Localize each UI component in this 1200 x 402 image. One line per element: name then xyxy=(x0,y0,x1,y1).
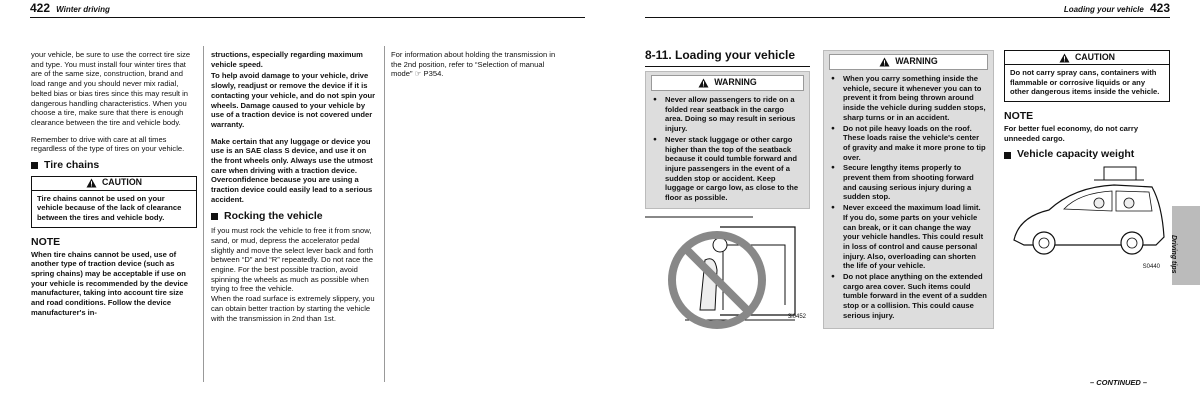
caution-box-header: CAUTION xyxy=(1005,51,1169,65)
left-page-number: 422 xyxy=(30,1,51,15)
section-title-rule xyxy=(645,66,810,67)
warning-box-header: WARNING xyxy=(651,75,804,91)
warning-1-item: ● Never allow passengers to ride on a folded rear seatback in the cargo area. Doing so may result in serious injury. xyxy=(653,95,803,134)
side-tab-label: Driving tips xyxy=(1170,235,1177,274)
right-header-rule xyxy=(645,17,1170,19)
warning-1-list xyxy=(646,95,809,208)
warning-box-header: WARNING xyxy=(829,54,988,70)
warning-triangle-icon xyxy=(698,78,709,88)
left-column-1 xyxy=(31,50,197,317)
right-column-1 xyxy=(645,46,810,335)
caution-box-text: Tire chains cannot be used on your vehicle because of the lack of clearance between the tires and vehicle body. xyxy=(37,193,182,223)
tire-chains-caution-box xyxy=(31,176,197,228)
warning-2-item: ● Do not place anything on the extended cargo area cover. Such items could tumble forward in the event of a sudden stop or a collision. This could cause serious injury. xyxy=(831,272,987,321)
section-square-icon xyxy=(211,213,218,220)
right-column-2 xyxy=(823,50,994,329)
manual-mode-paragraph: For information about holding the transmission in the 2nd position, refer to “Selection of manual mode” ☞ P354. xyxy=(391,50,556,79)
right-page-header xyxy=(645,1,1170,24)
section-square-icon xyxy=(1004,152,1011,159)
figure-1-code: 3i0452 xyxy=(787,314,806,321)
warning-1-item: ● Never stack luggage or other cargo higher than the top of the seatback because it could tumble forward and injure passengers in the event of a sudden stop or accident. Keep luggage or cargo low, as close to the floor as possible. xyxy=(653,135,803,203)
rocking-paragraph-2: When the road surface is extremely slippery, you can obtain better traction by starting the vehicle with the transmission in 2nd than 1st. xyxy=(211,294,375,323)
rocking-heading: Rocking the vehicle xyxy=(211,212,378,222)
drive-care-paragraph: Remember to drive with care at all times regardless of the type of tires on your vehicle. xyxy=(31,134,185,154)
warning-triangle-icon xyxy=(1059,53,1070,63)
spray-cans-caution-box xyxy=(1004,50,1170,102)
right-header-title: Loading your vehicle xyxy=(1063,5,1144,14)
caution-box-text: Do not carry spray cans, containers with flammable or corrosive liquids or any other dangerous items inside the vehicle. xyxy=(1010,68,1160,97)
warning-2-item: ● Never exceed the maximum load limit. If you do, some parts on your vehicle can break, or it can change the way your vehicle handles. This could result in loss of control and cause personal injury. Also, overloading can shorten the life of your vehicle. xyxy=(831,203,987,271)
avoid-damage-paragraph: To help avoid damage to your vehicle, drive slowly, readjust or remove the device if it is contacting your vehicle, and do not spin your wheels. Damage caused to your vehicle by use of a traction device is not covered under warranty. xyxy=(211,71,376,129)
note-heading: NOTE xyxy=(1004,110,1034,123)
section-square-icon xyxy=(31,162,38,169)
no-passenger-figure xyxy=(645,215,810,335)
note-text: For better fuel economy, do not carry unneeded cargo. xyxy=(1004,123,1139,143)
column-divider xyxy=(384,46,385,382)
tire-size-paragraph: your vehicle, be sure to use the correct tire size and type. You must install four winter tires that are of the same size, construction, brand and load range and you should never mix radial, belted bias or bias tires since this may result in dangerous handling characteristics. When you choose a tire, make sure that there is enough clearance between the tire and vehicle body. xyxy=(31,50,191,127)
note-heading: NOTE xyxy=(31,235,61,248)
warning-triangle-icon xyxy=(879,57,890,67)
figure-2-code: S0440 xyxy=(1142,264,1160,271)
section-title: 8-11. Loading your vehicle xyxy=(645,48,796,62)
sae-device-paragraph: Make certain that any luggage or device you use is an SAE class S device, and use it on the front wheels only. Always use the utmost care when driving with a traction device. Overconfidence because you are using a traction device could easily lead to a serious accident. xyxy=(211,136,373,204)
warning-2-list xyxy=(824,74,993,326)
warning-box-1 xyxy=(645,71,810,209)
rocking-paragraph-1: If you must rock the vehicle to free it from snow, sand, or mud, depress the accelerator pedal slightly and move the select lever back and forth between “D” and “R” repeatedly. Do not race the engine. For the best possible traction, avoid spinning the wheels as much as possible when trying to free the vehicle. xyxy=(211,226,374,294)
left-column-3 xyxy=(391,50,557,79)
left-column-2 xyxy=(211,50,378,323)
warning-2-item: ● When you carry something inside the vehicle, secure it whenever you can to prevent it from being thrown around inside the vehicle during sudden stops, sharp turns or in an accident. xyxy=(831,74,987,123)
vehicle-capacity-figure xyxy=(1004,165,1170,277)
column-divider xyxy=(203,46,204,382)
vehicle-capacity-illustration xyxy=(1004,165,1170,270)
right-page-number: 423 xyxy=(1149,1,1170,15)
warning-2-item: ● Secure lengthy items properly to prevent them from shooting forward and causing serious injury during a sudden stop. xyxy=(831,163,987,202)
continued-label: – CONTINUED – xyxy=(1090,378,1148,387)
instructions-paragraph: structions, especially regarding maximum vehicle speed. xyxy=(211,50,363,69)
left-header-title: Winter driving xyxy=(56,5,110,14)
caution-box-header: CAUTION xyxy=(32,177,196,191)
tire-chains-heading: Tire chains xyxy=(31,161,197,171)
capacity-heading: Vehicle capacity weight xyxy=(1004,150,1170,160)
note-text: When tire chains cannot be used, use of another type of traction device (such as spring chains) may be acceptable if use on your vehicle is recommended by the device manufacturer, taking into account tire size and road conditions. Follow the device manufacturer's in- xyxy=(31,249,188,317)
left-header-rule xyxy=(30,17,585,19)
no-passenger-illustration xyxy=(645,215,810,335)
left-page-header xyxy=(30,1,585,24)
warning-2-item: ● Do not pile heavy loads on the roof. These loads raise the vehicle's center of gravity and make it more prone to tip over. xyxy=(831,124,987,163)
warning-box-2 xyxy=(823,50,994,329)
right-column-3 xyxy=(1004,50,1170,277)
warning-triangle-icon xyxy=(86,178,97,188)
